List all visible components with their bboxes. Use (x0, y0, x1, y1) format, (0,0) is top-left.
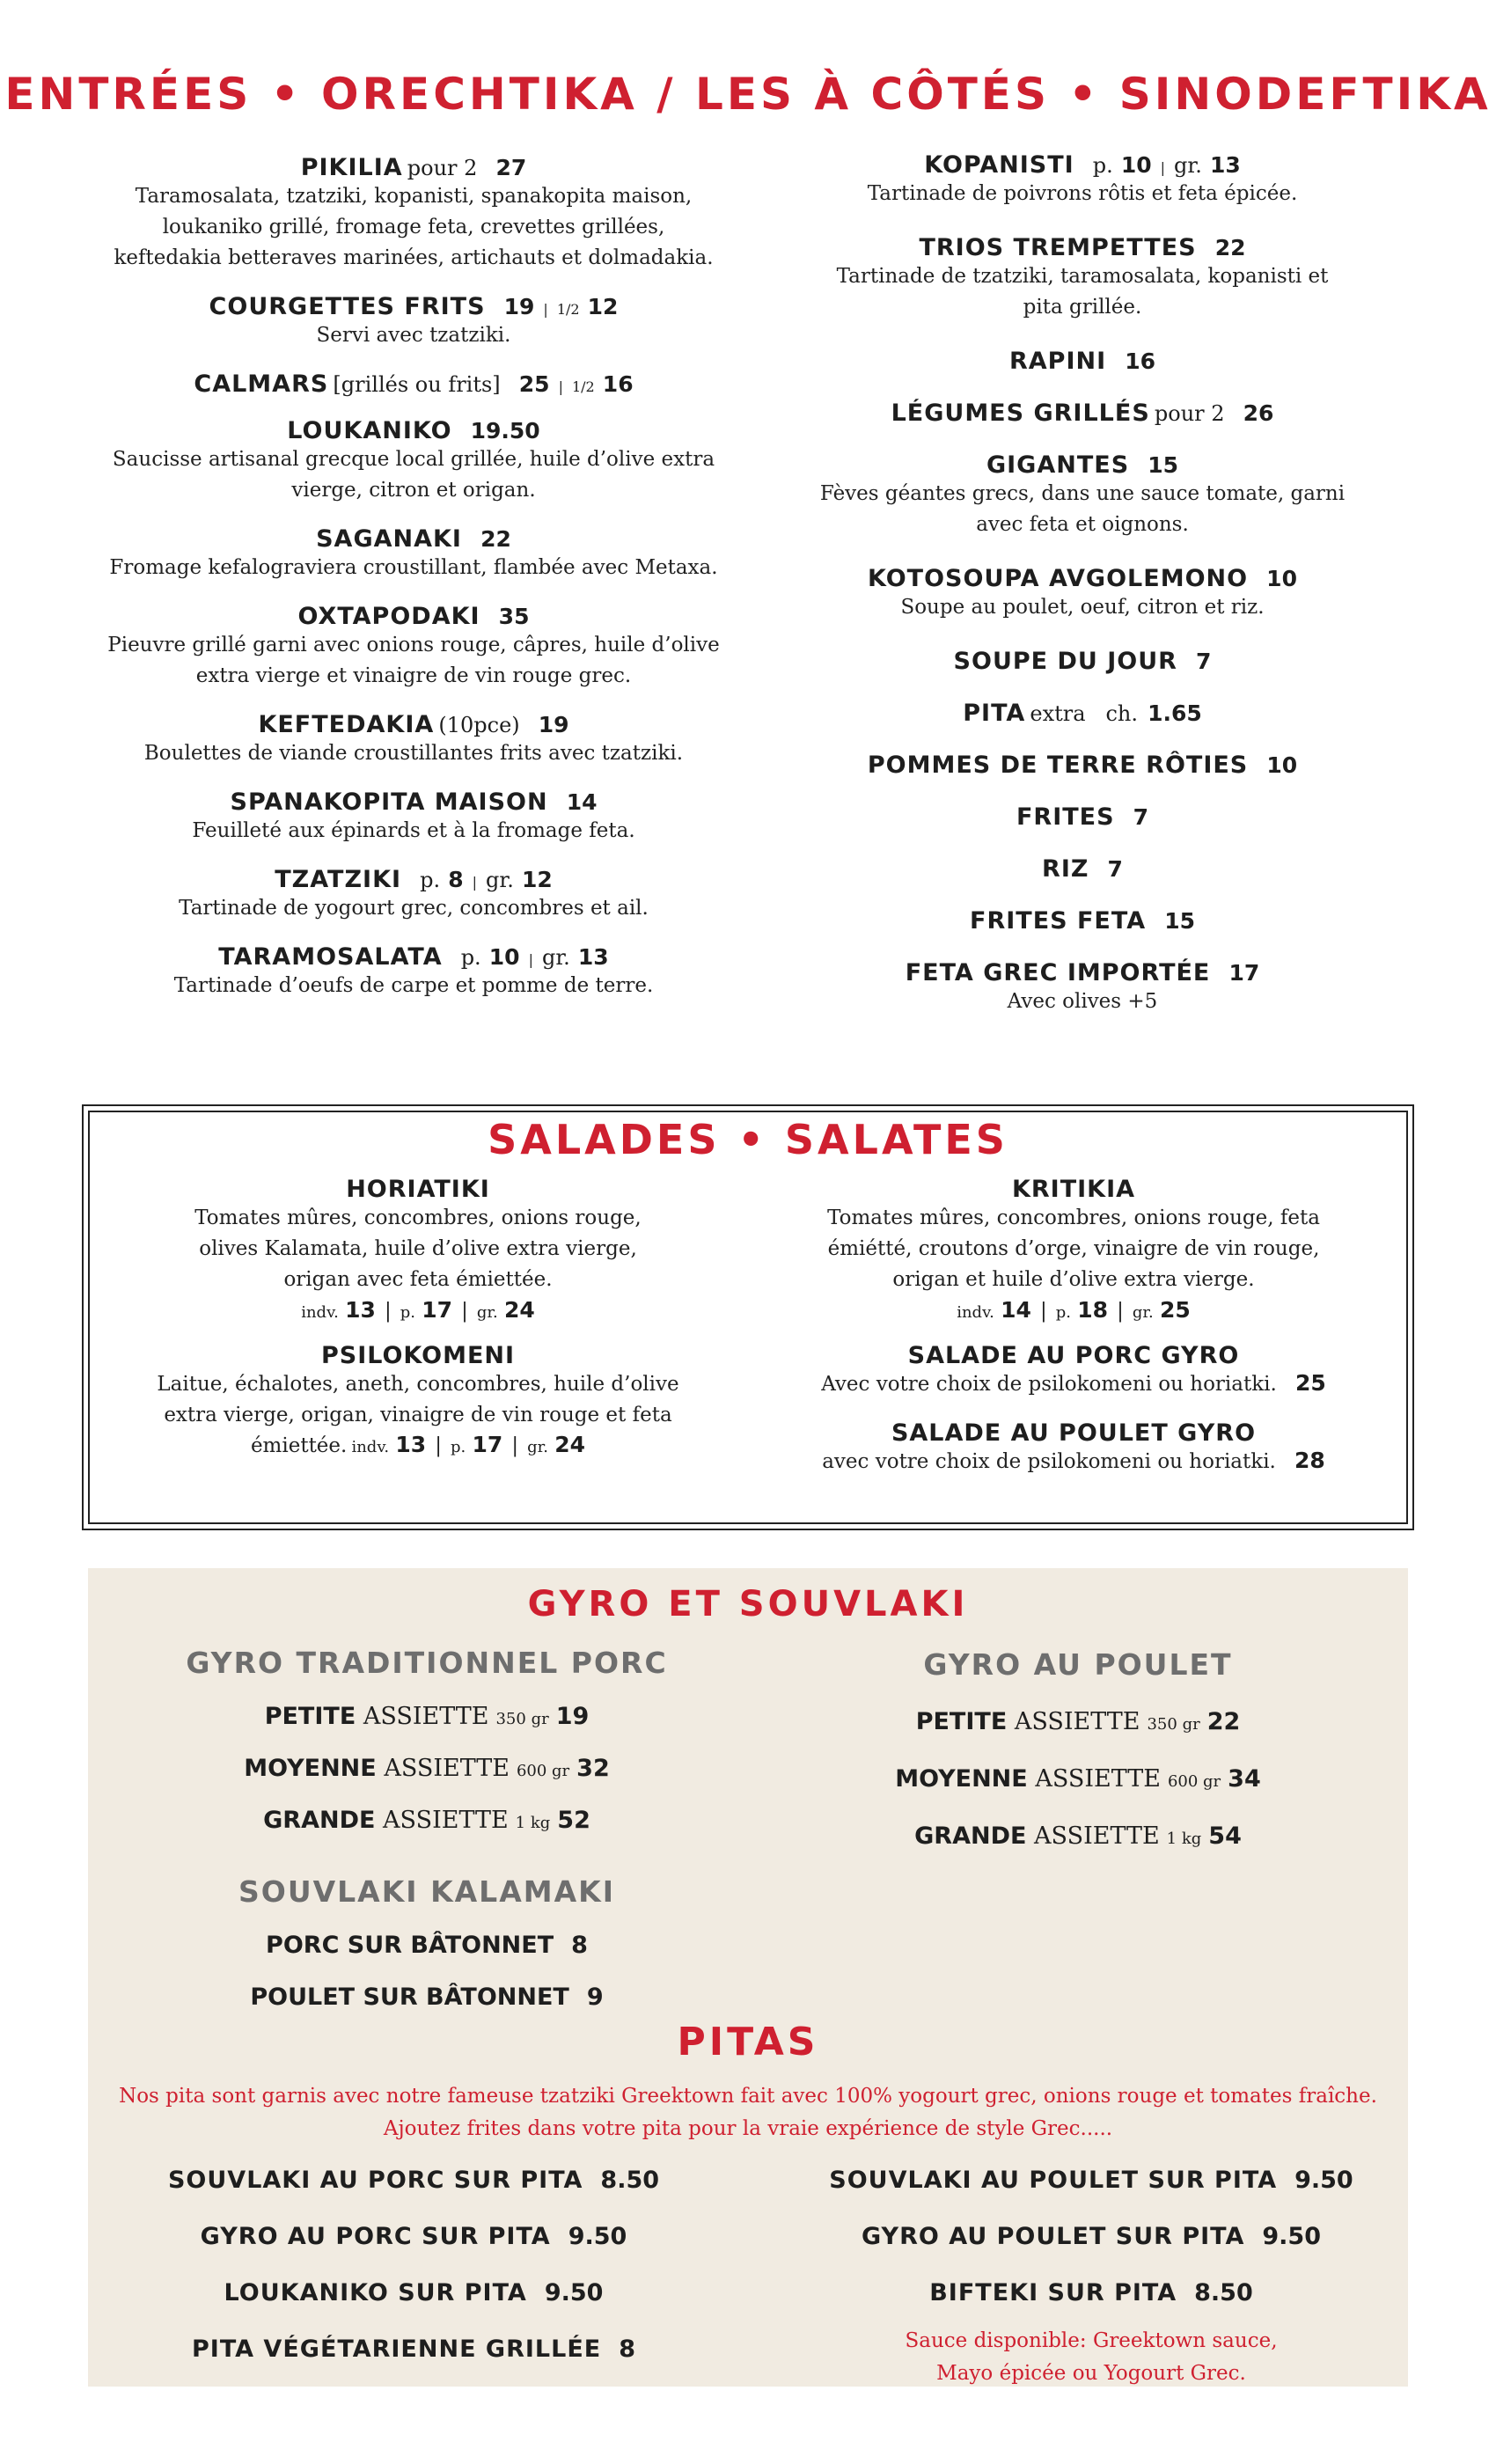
item-price: 25 (518, 371, 550, 397)
indv-label: indv. (301, 1303, 339, 1322)
size-name: GRANDE (914, 1822, 1027, 1850)
item-name: CALMARS (194, 370, 329, 398)
item-name: KRITIKIA (1011, 1176, 1136, 1203)
pitas-right-column (792, 2167, 1390, 2390)
item-description: Avec votre choix de psilokomeni ou horiatki. (821, 1373, 1277, 1396)
item-note: pour 2 (1154, 401, 1225, 426)
small-price: 18 (1077, 1297, 1109, 1323)
salad-item (132, 1342, 704, 1462)
size-prices: indv. 13 | p. 17 | gr. 24 (301, 1297, 535, 1323)
item-name: TARAMOSALATA (218, 943, 443, 971)
price: 8 (571, 1932, 588, 1959)
small-label: p. (1092, 153, 1113, 178)
item-name: PITA (963, 700, 1026, 727)
item-name: TRIOS TREMPETTES (919, 234, 1197, 261)
menu-item: KOPANISTI p. 10 | gr. 13 Tartinade de poivrons rôtis et feta épicée. (801, 151, 1364, 209)
price: 19 (555, 1703, 590, 1730)
item-price: 16 (1125, 348, 1156, 374)
souvlaki-name: PORC SUR BÂTONNET (266, 1932, 554, 1959)
assiette-label: ASSIETTE (1034, 1822, 1160, 1850)
entrees-right-column (801, 151, 1364, 1042)
price: 32 (576, 1755, 610, 1782)
item-price: 10 (1266, 752, 1298, 778)
menu-item (106, 525, 722, 583)
pitas-note-line: Ajoutez frites dans votre pita pour la vraie expérience de style Grec..... (383, 2117, 1113, 2140)
half-label: 1/2 (556, 301, 580, 318)
pita-name: GYRO AU POULET SUR PITA (861, 2223, 1245, 2250)
item-description: Boulettes de viande croustillantes frits avec tzatziki. (143, 742, 684, 765)
gyro-porc-title: GYRO TRADITIONNEL PORC (186, 1646, 668, 1680)
small-label: p. (420, 868, 441, 892)
pita-price: 8 (619, 2336, 636, 2363)
assiette-label: ASSIETTE (383, 1807, 509, 1834)
item-price: 19 (503, 294, 535, 319)
weight: 600 gr (1167, 1772, 1221, 1791)
pita-name: SOUVLAKI AU PORC SUR PITA (167, 2167, 583, 2194)
item-description: Servi avec tzatziki. (316, 324, 511, 347)
item-name: TZATZIKI (275, 866, 402, 893)
size-name: PETITE (915, 1708, 1008, 1735)
item-description: Tartinade de tzatziki, taramosalata, kopanisti et pita grillée. (836, 265, 1329, 319)
item-note: pour 2 (407, 156, 478, 180)
souvlaki-name: POULET SUR BÂTONNET (250, 1984, 569, 2011)
large-price: 24 (504, 1297, 535, 1323)
item-name: SALADE AU POULET GYRO (891, 1419, 1257, 1447)
item-description: Fèves géantes grecs, dans une sauce tomate, garni avec feta et oignons. (819, 482, 1346, 536)
item-price: 27 (495, 155, 527, 180)
item-name: LOUKANIKO (287, 417, 452, 444)
pita-item (792, 2167, 1390, 2194)
large-label: gr. (476, 1303, 498, 1322)
item-name: SALADE AU PORC GYRO (907, 1342, 1240, 1369)
pita-price: 9.50 (1262, 2223, 1322, 2250)
item-price: 26 (1243, 400, 1274, 426)
item-name: FRITES FETA (970, 907, 1147, 935)
menu-item (106, 788, 722, 847)
small-price: 10 (1120, 152, 1152, 178)
item-description: Saucisse artisanal grecque local grillée, huile d’olive extra vierge, citron et origan. (112, 448, 715, 502)
menu-item (106, 603, 722, 692)
item-price: 7 (1107, 856, 1123, 882)
indv-price: 13 (345, 1297, 376, 1323)
item-price: 22 (480, 526, 511, 552)
small-label: p. (400, 1303, 415, 1322)
weight: 600 gr (516, 1762, 570, 1780)
item-name: FRITES (1016, 803, 1115, 831)
item-name: COURGETTES FRITS (209, 293, 486, 320)
menu-item: TZATZIKI p. 8 | gr. 12 Tartinade de yogourt grec, concombres et ail. (106, 866, 722, 924)
weight: 1 kg (515, 1814, 551, 1832)
price: 9 (586, 1984, 604, 2011)
salad-item (783, 1419, 1364, 1478)
large-price: 13 (577, 944, 609, 970)
gyro-size-line (805, 1765, 1351, 1793)
item-name: LÉGUMES GRILLÉS (891, 400, 1150, 427)
assiette-label: ASSIETTE (363, 1703, 489, 1730)
item-price: 35 (498, 604, 530, 629)
large-label: gr. (1174, 153, 1202, 178)
pitas-left-column (114, 2167, 713, 2392)
item-note: extra ch. (1030, 701, 1138, 726)
menu-item (801, 348, 1364, 375)
size-name: MOYENNE (895, 1765, 1028, 1793)
item-name: PSILOKOMENI (320, 1342, 516, 1369)
pita-name: GYRO AU PORC SUR PITA (200, 2223, 551, 2250)
pita-price: 8.50 (600, 2167, 660, 2194)
pita-name: PITA VÉGÉTARIENNE GRILLÉE (191, 2336, 602, 2363)
item-price: 22 (1214, 235, 1246, 260)
sauce-note-line: Sauce disponible: Greektown sauce, (905, 2329, 1278, 2352)
pitas-title: PITAS (677, 2020, 819, 2064)
souvlaki-line (154, 1984, 700, 2011)
item-description: Tartinade d’oeufs de carpe et pomme de terre. (173, 974, 654, 997)
item-price: 7 (1196, 649, 1212, 674)
menu-item (801, 855, 1364, 883)
price: 34 (1228, 1765, 1261, 1793)
gyro-size-line (154, 1807, 700, 1834)
item-price: 19.50 (470, 418, 540, 444)
price: 54 (1208, 1822, 1242, 1850)
item-description: Taramosalata, tzatziki, kopanisti, spanakopita maison, loukaniko grillé, fromage feta, crevettes grillées, keftedakia betteraves marinées, artichauts et dolmadakia. (114, 185, 714, 269)
weight: 350 gr (495, 1710, 549, 1728)
item-description: avec votre choix de psilokomeni ou horiatki. (822, 1450, 1276, 1473)
large-price: 12 (521, 867, 553, 892)
item-description: Tomates mûres, concombres, onions rouge, olives Kalamata, huile d’olive extra vierge, origan avec feta émiettée. (194, 1206, 642, 1291)
pita-price: 9.50 (1294, 2167, 1353, 2194)
assiette-label: ASSIETTE (384, 1755, 510, 1782)
pita-name: LOUKANIKO SUR PITA (224, 2279, 527, 2306)
pita-item (114, 2279, 713, 2306)
item-name: SAGANAKI (316, 525, 462, 553)
item-price: 28 (1294, 1448, 1325, 1473)
item-price: 7 (1133, 804, 1149, 830)
menu-item (801, 234, 1364, 323)
item-name: HORIATIKI (346, 1176, 490, 1203)
item-name: KEFTEDAKIA (258, 711, 435, 738)
gyro-title: GYRO ET SOUVLAKI (527, 1584, 969, 1624)
large-price: 25 (1160, 1297, 1191, 1323)
menu-item (801, 451, 1364, 540)
item-name: PIKILIA (300, 154, 403, 181)
item-name: SPANAKOPITA MAISON (230, 788, 548, 816)
large-label: gr. (527, 1438, 548, 1456)
item-note: (10pce) (438, 713, 520, 737)
small-label: p. (1055, 1303, 1071, 1322)
size-name: GRANDE (263, 1807, 376, 1834)
assiette-label: ASSIETTE (1035, 1765, 1161, 1793)
item-name: POMMES DE TERRE RÔTIES (867, 752, 1249, 779)
pita-name: BIFTEKI SUR PITA (929, 2279, 1177, 2306)
item-description: Laitue, échalotes, aneth, concombres, huile d’olive extra vierge, origan, vinaigre de vin rouge et feta émiettée. (157, 1373, 679, 1457)
menu-item (106, 154, 722, 274)
pita-item (792, 2279, 1390, 2306)
menu-item (106, 711, 722, 769)
indv-label: indv. (957, 1303, 994, 1322)
half-label: 1/2 (571, 378, 595, 395)
menu-item (801, 803, 1364, 831)
salad-item (783, 1342, 1364, 1400)
size-prices: indv. 13 | p. 17 | gr. 24 (351, 1432, 586, 1457)
small-label: p. (460, 945, 481, 970)
small-price: 17 (422, 1297, 453, 1323)
sauce-note-line: Mayo épicée ou Yogourt Grec. (936, 2362, 1246, 2385)
item-description: Soupe au poulet, oeuf, citron et riz. (900, 596, 1265, 619)
salades-title: SALADES • SALATES (488, 1116, 1008, 1163)
menu-item: COURGETTES FRITS 19 | 1/2 12 Servi avec tzatziki. (106, 293, 722, 351)
small-price: 8 (448, 867, 464, 892)
small-price: 10 (488, 944, 520, 970)
menu-item (801, 907, 1364, 935)
pitas-note (106, 2080, 1390, 2145)
salades-left-column (132, 1176, 704, 1481)
salades-right-column (783, 1176, 1364, 1497)
pita-price: 9.50 (544, 2279, 604, 2306)
item-price: 25 (1294, 1370, 1326, 1396)
gyro-size-line (154, 1703, 700, 1730)
menu-item (801, 648, 1364, 675)
salad-item (132, 1176, 704, 1323)
menu-item (801, 959, 1364, 1017)
menu-item: CALMARS [grillés ou frits] 25 | 1/2 16 (194, 370, 634, 398)
large-label: gr. (486, 868, 514, 892)
item-name: SOUPE DU JOUR (953, 648, 1177, 675)
item-price: 15 (1164, 908, 1195, 934)
souvlaki-line (154, 1932, 700, 1959)
gyro-size-line (805, 1822, 1351, 1850)
entrees-left-column (106, 154, 722, 1021)
item-name: RIZ (1042, 855, 1089, 883)
item-price: 17 (1228, 960, 1260, 986)
item-note: [grillés ou frits] (333, 372, 501, 397)
souvlaki-title: SOUVLAKI KALAMAKI (238, 1874, 615, 1909)
item-description: Tomates mûres, concombres, onions rouge, feta émiétté, croutons d’orge, vinaigre de vin rouge, origan et huile d’olive extra vierge. (827, 1206, 1320, 1291)
large-price: 13 (1209, 152, 1241, 178)
size-name: PETITE (264, 1703, 356, 1730)
indv-label: indv. (351, 1438, 390, 1456)
item-description: Fromage kefalograviera croustillant, flambée avec Metaxa. (109, 556, 718, 579)
pita-item (114, 2223, 713, 2250)
size-name: MOYENNE (244, 1755, 377, 1782)
gyro-size-line (154, 1755, 700, 1782)
item-price: 15 (1148, 452, 1179, 478)
item-description: Feuilleté aux épinards et à la fromage feta. (192, 819, 635, 842)
menu-item (801, 565, 1364, 623)
pita-item (114, 2167, 713, 2194)
item-description: Tartinade de poivrons rôtis et feta épicée. (867, 182, 1298, 205)
half-price: 16 (602, 371, 634, 397)
menu-item (801, 700, 1364, 727)
item-name: KOTOSOUPA AVGOLEMONO (868, 565, 1249, 592)
item-name: RAPINI (1008, 348, 1107, 375)
item-description: Tartinade de yogourt grec, concombres et ail. (179, 897, 649, 920)
price: 52 (557, 1807, 590, 1834)
large-label: gr. (1132, 1303, 1154, 1322)
item-price: 10 (1266, 566, 1297, 591)
salad-item (783, 1176, 1364, 1323)
gyro-right-column (805, 1647, 1351, 1880)
gyro-poulet-title: GYRO AU POULET (923, 1647, 1233, 1682)
large-label: gr. (541, 945, 570, 970)
assiette-label: ASSIETTE (1014, 1708, 1140, 1735)
menu-item (801, 752, 1364, 779)
pita-item (792, 2223, 1390, 2250)
item-price: 19 (538, 712, 569, 737)
menu-item (801, 400, 1364, 427)
sauce-note (792, 2325, 1390, 2390)
gyro-size-line (805, 1708, 1351, 1735)
pita-item (114, 2336, 713, 2363)
menu-item: TARAMOSALATA p. 10 | gr. 13 Tartinade d’oeufs de carpe et pomme de terre. (106, 943, 722, 1001)
half-price: 12 (587, 294, 619, 319)
menu-item (106, 417, 722, 506)
indv-price: 13 (395, 1432, 427, 1457)
entrees-title: ENTRÉES • ORECHTIKA / LES À CÔTÉS • SINODEFTIKA (4, 69, 1492, 120)
weight: 1 kg (1166, 1830, 1202, 1848)
item-name: FETA GREC IMPORTÉE (905, 959, 1211, 986)
pita-price: 8.50 (1194, 2279, 1253, 2306)
item-price: 1.65 (1148, 700, 1202, 726)
item-description: Avec olives +5 (1007, 990, 1158, 1013)
small-price: 17 (472, 1432, 503, 1457)
pita-name: SOUVLAKI AU POULET SUR PITA (829, 2167, 1278, 2194)
item-price: 14 (566, 789, 598, 815)
pitas-note-line: Nos pita sont garnis avec notre fameuse tzatziki Greektown fait avec 100% yogourt grec, onions rouge et tomates fraîche. (119, 2085, 1377, 2108)
indv-price: 14 (1001, 1297, 1031, 1323)
item-description: Pieuvre grillé garni avec onions rouge, câpres, huile d’olive extra vierge et vinaigre de vin rouge grec. (107, 634, 720, 687)
size-prices: indv. 14 | p. 18 | gr. 25 (957, 1297, 1191, 1323)
pita-price: 9.50 (568, 2223, 627, 2250)
small-label: p. (450, 1438, 466, 1456)
item-name: OXTAPODAKI (297, 603, 480, 630)
large-price: 24 (554, 1432, 586, 1457)
item-name: GIGANTES (986, 451, 1130, 479)
item-name: KOPANISTI (924, 151, 1074, 179)
price: 22 (1206, 1708, 1241, 1735)
gyro-left-column (154, 1646, 700, 2035)
weight: 350 gr (1147, 1715, 1200, 1734)
